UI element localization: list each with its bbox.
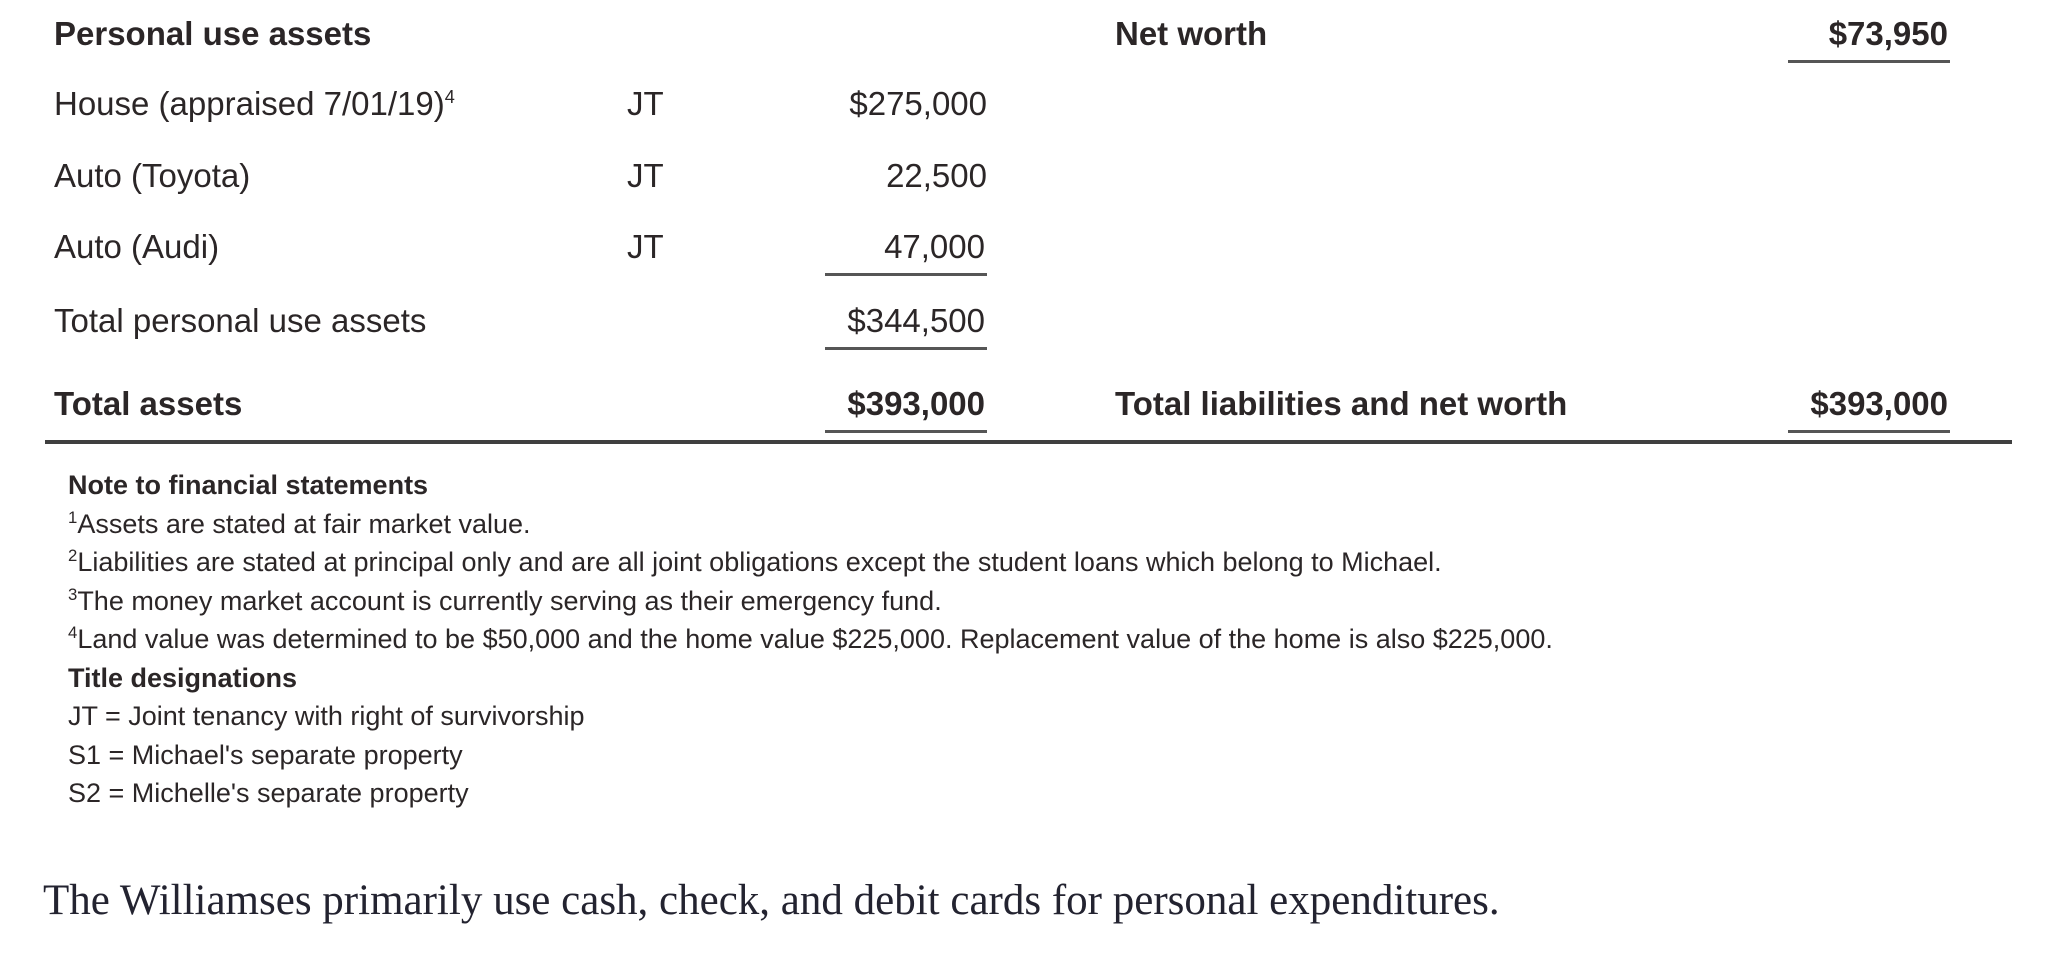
total-assets-label: Total assets: [54, 385, 243, 422]
section-heading-personal-use-assets: Personal use assets: [54, 15, 372, 52]
note-text: Land value was determined to be $50,000 and the home value $225,000. Replacement value of the home is also $225,000.: [77, 624, 1553, 654]
title-designation-cell: JT: [627, 228, 664, 265]
subtotal-label-personal-use-assets: Total personal use assets: [54, 302, 427, 339]
asset-amount-auto-toyota: 22,500: [886, 157, 987, 194]
asset-amount-auto-audi: 47,000: [825, 227, 987, 276]
net-worth-amount: $73,950: [1788, 14, 1950, 63]
table-row: [54, 84, 987, 132]
note-text: Assets are stated at fair market value.: [77, 508, 531, 539]
title-designation-cell: JT: [627, 157, 664, 194]
note-text: Liabilities are stated at principal only and are all joint obligations except the student loans which belong to Michael.: [77, 547, 1442, 577]
note-line: [68, 543, 2008, 582]
closing-paragraph: The Williamses primarily use cash, check, and debit cards for personal expenditures.: [43, 877, 1500, 924]
subtotal-amount-personal-use-assets: $344,500: [825, 301, 987, 350]
net-worth-label: Net worth: [1115, 15, 1268, 52]
table-row: [1115, 14, 1950, 62]
note-line: [68, 582, 2008, 621]
footnote-marker: 3: [68, 584, 78, 604]
table-row: [54, 301, 987, 349]
notes-heading: Note to financial statements: [68, 470, 429, 500]
table-row: [54, 227, 987, 275]
asset-amount-house: $275,000: [849, 85, 987, 122]
asset-label-auto-toyota: Auto (Toyota): [54, 157, 251, 194]
table-row: [54, 14, 987, 62]
asset-label-house: [54, 84, 455, 124]
asset-label-auto-audi: Auto (Audi): [54, 228, 220, 265]
title-designation-line: JT = Joint tenancy with right of survivorship: [68, 701, 585, 731]
note-line: [68, 505, 2008, 544]
total-liabilities-net-worth-label: Total liabilities and net worth: [1115, 385, 1568, 422]
table-row: [54, 384, 987, 432]
footnote-marker: 4: [68, 623, 78, 642]
note-line: [68, 620, 2008, 659]
footnote-marker: 2: [68, 546, 78, 565]
title-designation-line: S1 = Michael's separate property: [68, 739, 463, 770]
table-row: [54, 156, 987, 204]
title-designation-cell: JT: [627, 85, 664, 122]
total-liabilities-net-worth-amount: $393,000: [1788, 384, 1950, 433]
table-bottom-rule: [45, 440, 2012, 444]
note-text: The money market account is currently serving as their emergency fund.: [77, 585, 942, 616]
title-designation-line: S2 = Michelle's separate property: [68, 778, 469, 808]
table-row: [1115, 384, 1950, 432]
asset-label-text: House (appraised 7/01/19): [54, 85, 445, 122]
notes-section: [68, 466, 2008, 813]
footnote-marker: 1: [68, 507, 78, 527]
title-designations-heading: Title designations: [68, 662, 298, 693]
footnote-ref: 4: [444, 87, 455, 107]
total-assets-amount: $393,000: [825, 384, 987, 433]
